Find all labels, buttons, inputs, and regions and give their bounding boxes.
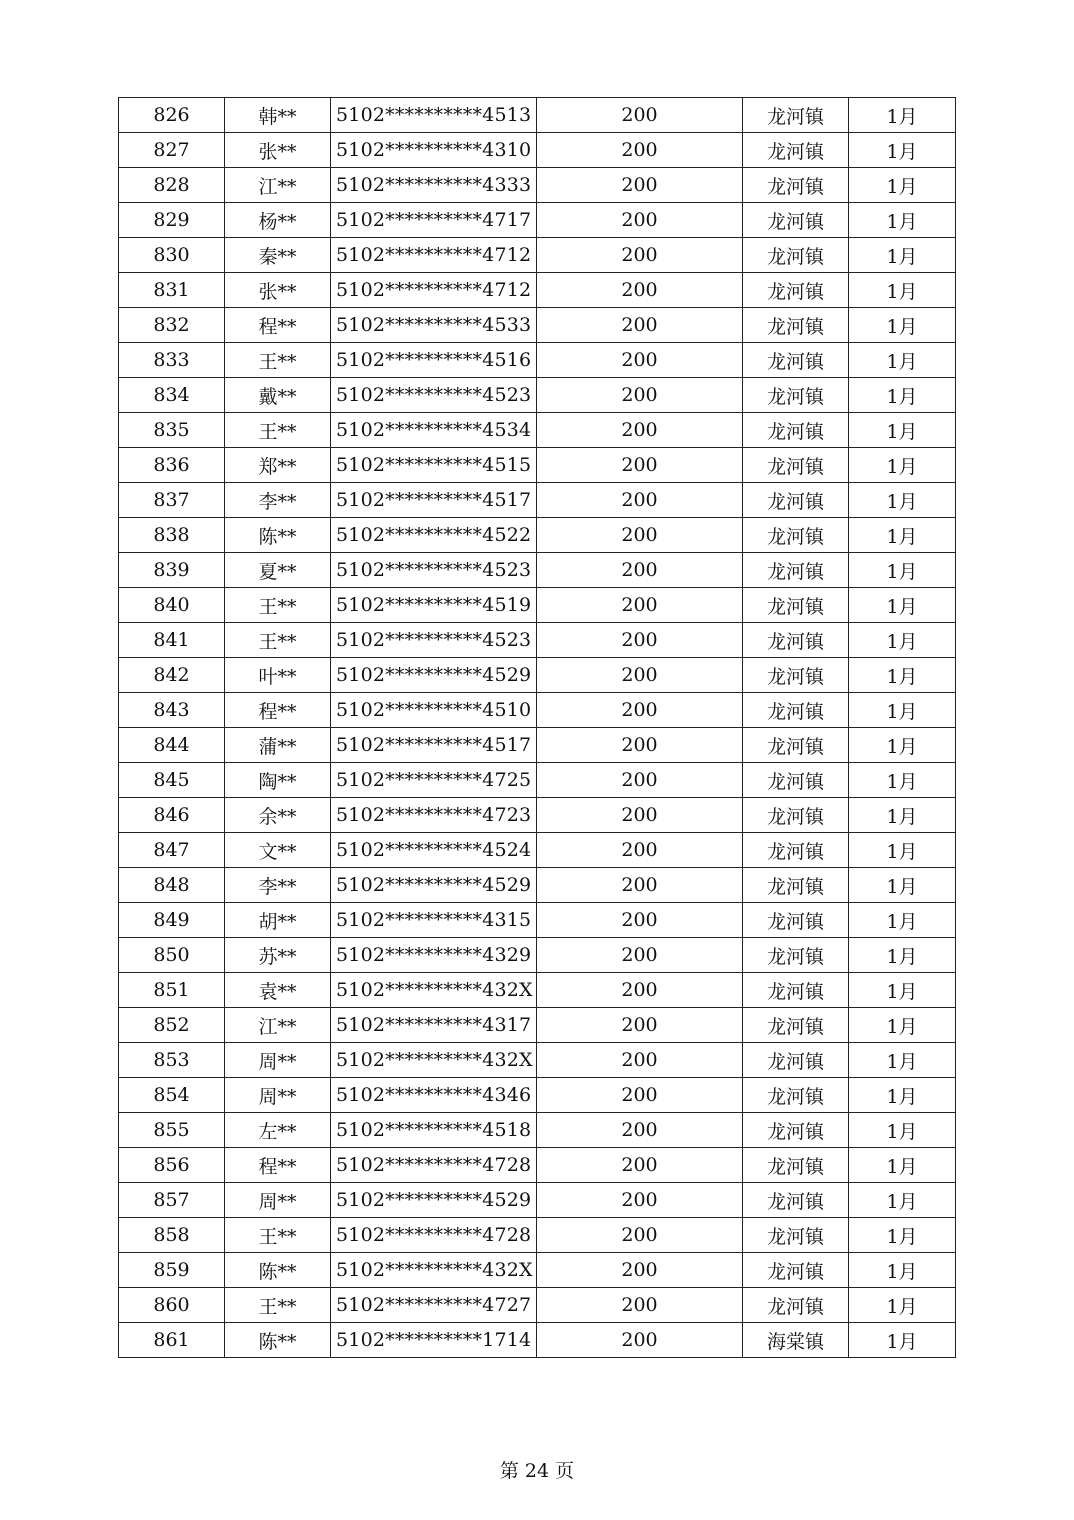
cell-amount: 200 [537, 623, 743, 658]
cell-amount: 200 [537, 973, 743, 1008]
table-row [119, 938, 956, 973]
table-row [119, 133, 956, 168]
cell-id-number: 5102**********4523 [331, 623, 537, 658]
cell-id-number: 5102**********4522 [331, 518, 537, 553]
cell-serial-number: 840 [119, 588, 225, 623]
cell-serial-number: 858 [119, 1218, 225, 1253]
cell-town: 龙河镇 [743, 483, 849, 518]
cell-name: 王** [225, 1218, 331, 1253]
table-row [119, 868, 956, 903]
cell-id-number: 5102**********4317 [331, 1008, 537, 1043]
cell-town: 龙河镇 [743, 448, 849, 483]
cell-serial-number: 836 [119, 448, 225, 483]
cell-serial-number: 830 [119, 238, 225, 273]
cell-name: 江** [225, 1008, 331, 1043]
cell-town: 龙河镇 [743, 973, 849, 1008]
cell-month: 1月 [849, 973, 956, 1008]
cell-serial-number: 846 [119, 798, 225, 833]
table-row [119, 308, 956, 343]
cell-town: 海棠镇 [743, 1323, 849, 1358]
cell-serial-number: 851 [119, 973, 225, 1008]
cell-serial-number: 855 [119, 1113, 225, 1148]
cell-month: 1月 [849, 1183, 956, 1218]
cell-serial-number: 857 [119, 1183, 225, 1218]
cell-serial-number: 839 [119, 553, 225, 588]
cell-id-number: 5102**********4728 [331, 1218, 537, 1253]
table-row [119, 763, 956, 798]
cell-name: 文** [225, 833, 331, 868]
cell-amount: 200 [537, 1148, 743, 1183]
table-row [119, 483, 956, 518]
cell-id-number: 5102**********4517 [331, 483, 537, 518]
cell-name: 张** [225, 273, 331, 308]
cell-amount: 200 [537, 833, 743, 868]
table-row [119, 98, 956, 133]
table-row [119, 1113, 956, 1148]
cell-town: 龙河镇 [743, 378, 849, 413]
cell-town: 龙河镇 [743, 1078, 849, 1113]
cell-name: 王** [225, 1288, 331, 1323]
cell-name: 陈** [225, 518, 331, 553]
cell-town: 龙河镇 [743, 868, 849, 903]
cell-town: 龙河镇 [743, 728, 849, 763]
cell-id-number: 5102**********4346 [331, 1078, 537, 1113]
cell-id-number: 5102**********4519 [331, 588, 537, 623]
table-row [119, 1008, 956, 1043]
cell-name: 陶** [225, 763, 331, 798]
cell-serial-number: 847 [119, 833, 225, 868]
cell-id-number: 5102**********4529 [331, 658, 537, 693]
cell-month: 1月 [849, 658, 956, 693]
cell-amount: 200 [537, 98, 743, 133]
cell-month: 1月 [849, 308, 956, 343]
table-row [119, 1148, 956, 1183]
cell-name: 郑** [225, 448, 331, 483]
page-number: 第 24 页 [499, 1460, 575, 1482]
cell-id-number: 5102**********4534 [331, 413, 537, 448]
cell-amount: 200 [537, 938, 743, 973]
table-row [119, 378, 956, 413]
cell-amount: 200 [537, 133, 743, 168]
cell-month: 1月 [849, 1078, 956, 1113]
table-row [119, 903, 956, 938]
cell-serial-number: 831 [119, 273, 225, 308]
cell-id-number: 5102**********4310 [331, 133, 537, 168]
cell-town: 龙河镇 [743, 308, 849, 343]
cell-town: 龙河镇 [743, 553, 849, 588]
cell-month: 1月 [849, 1288, 956, 1323]
cell-name: 秦** [225, 238, 331, 273]
cell-amount: 200 [537, 588, 743, 623]
table-row [119, 168, 956, 203]
cell-month: 1月 [849, 623, 956, 658]
cell-amount: 200 [537, 1008, 743, 1043]
cell-id-number: 5102**********4712 [331, 238, 537, 273]
cell-amount: 200 [537, 1043, 743, 1078]
table-row [119, 203, 956, 238]
cell-month: 1月 [849, 1008, 956, 1043]
cell-id-number: 5102**********4529 [331, 1183, 537, 1218]
table-row [119, 798, 956, 833]
cell-town: 龙河镇 [743, 98, 849, 133]
cell-month: 1月 [849, 1043, 956, 1078]
table-row [119, 1078, 956, 1113]
cell-month: 1月 [849, 868, 956, 903]
cell-amount: 200 [537, 238, 743, 273]
table-row [119, 1288, 956, 1323]
cell-month: 1月 [849, 378, 956, 413]
cell-month: 1月 [849, 413, 956, 448]
cell-amount: 200 [537, 658, 743, 693]
cell-name: 李** [225, 483, 331, 518]
cell-town: 龙河镇 [743, 203, 849, 238]
table-row [119, 728, 956, 763]
cell-name: 蒲** [225, 728, 331, 763]
cell-serial-number: 853 [119, 1043, 225, 1078]
table-row [119, 1183, 956, 1218]
cell-name: 程** [225, 308, 331, 343]
cell-serial-number: 828 [119, 168, 225, 203]
cell-name: 左** [225, 1113, 331, 1148]
cell-town: 龙河镇 [743, 1288, 849, 1323]
table-row [119, 588, 956, 623]
cell-id-number: 5102**********4329 [331, 938, 537, 973]
table-row [119, 833, 956, 868]
cell-town: 龙河镇 [743, 133, 849, 168]
cell-serial-number: 842 [119, 658, 225, 693]
cell-month: 1月 [849, 588, 956, 623]
cell-name: 王** [225, 623, 331, 658]
cell-id-number: 5102**********432X [331, 1043, 537, 1078]
cell-serial-number: 841 [119, 623, 225, 658]
cell-month: 1月 [849, 343, 956, 378]
cell-town: 龙河镇 [743, 798, 849, 833]
cell-name: 周** [225, 1078, 331, 1113]
cell-month: 1月 [849, 1218, 956, 1253]
cell-name: 陈** [225, 1323, 331, 1358]
cell-town: 龙河镇 [743, 693, 849, 728]
cell-month: 1月 [849, 518, 956, 553]
cell-month: 1月 [849, 903, 956, 938]
cell-amount: 200 [537, 413, 743, 448]
table-row [119, 1323, 956, 1358]
cell-amount: 200 [537, 308, 743, 343]
cell-month: 1月 [849, 1253, 956, 1288]
table-row [119, 273, 956, 308]
cell-serial-number: 826 [119, 98, 225, 133]
cell-amount: 200 [537, 553, 743, 588]
cell-amount: 200 [537, 483, 743, 518]
table-row [119, 448, 956, 483]
cell-town: 龙河镇 [743, 518, 849, 553]
cell-amount: 200 [537, 203, 743, 238]
cell-id-number: 5102**********4510 [331, 693, 537, 728]
cell-month: 1月 [849, 98, 956, 133]
cell-amount: 200 [537, 1183, 743, 1218]
cell-name: 王** [225, 413, 331, 448]
cell-serial-number: 854 [119, 1078, 225, 1113]
cell-serial-number: 844 [119, 728, 225, 763]
cell-amount: 200 [537, 903, 743, 938]
cell-serial-number: 845 [119, 763, 225, 798]
cell-town: 龙河镇 [743, 658, 849, 693]
roster-table [118, 97, 956, 1358]
cell-name: 袁** [225, 973, 331, 1008]
cell-town: 龙河镇 [743, 1253, 849, 1288]
cell-serial-number: 832 [119, 308, 225, 343]
cell-id-number: 5102**********1714 [331, 1323, 537, 1358]
cell-serial-number: 861 [119, 1323, 225, 1358]
cell-serial-number: 856 [119, 1148, 225, 1183]
cell-id-number: 5102**********4517 [331, 728, 537, 763]
cell-id-number: 5102**********432X [331, 973, 537, 1008]
cell-amount: 200 [537, 343, 743, 378]
cell-id-number: 5102**********4516 [331, 343, 537, 378]
cell-name: 叶** [225, 658, 331, 693]
cell-id-number: 5102**********4712 [331, 273, 537, 308]
table-row [119, 343, 956, 378]
cell-id-number: 5102**********4515 [331, 448, 537, 483]
cell-name: 江** [225, 168, 331, 203]
table-row [119, 518, 956, 553]
cell-serial-number: 829 [119, 203, 225, 238]
cell-town: 龙河镇 [743, 1113, 849, 1148]
cell-amount: 200 [537, 378, 743, 413]
cell-town: 龙河镇 [743, 903, 849, 938]
cell-town: 龙河镇 [743, 588, 849, 623]
cell-serial-number: 838 [119, 518, 225, 553]
cell-serial-number: 833 [119, 343, 225, 378]
cell-month: 1月 [849, 273, 956, 308]
cell-month: 1月 [849, 693, 956, 728]
cell-town: 龙河镇 [743, 623, 849, 658]
cell-name: 苏** [225, 938, 331, 973]
cell-serial-number: 859 [119, 1253, 225, 1288]
cell-serial-number: 848 [119, 868, 225, 903]
cell-serial-number: 837 [119, 483, 225, 518]
cell-name: 李** [225, 868, 331, 903]
cell-id-number: 5102**********4727 [331, 1288, 537, 1323]
table-row [119, 238, 956, 273]
cell-town: 龙河镇 [743, 1183, 849, 1218]
cell-name: 程** [225, 1148, 331, 1183]
cell-month: 1月 [849, 553, 956, 588]
cell-name: 王** [225, 343, 331, 378]
cell-amount: 200 [537, 728, 743, 763]
cell-name: 程** [225, 693, 331, 728]
cell-month: 1月 [849, 448, 956, 483]
cell-id-number: 5102**********4523 [331, 378, 537, 413]
cell-amount: 200 [537, 868, 743, 903]
cell-id-number: 5102**********4523 [331, 553, 537, 588]
cell-id-number: 5102**********4728 [331, 1148, 537, 1183]
cell-town: 龙河镇 [743, 1218, 849, 1253]
cell-town: 龙河镇 [743, 833, 849, 868]
cell-id-number: 5102**********4524 [331, 833, 537, 868]
cell-name: 韩** [225, 98, 331, 133]
cell-amount: 200 [537, 1288, 743, 1323]
cell-town: 龙河镇 [743, 343, 849, 378]
table-row [119, 413, 956, 448]
cell-month: 1月 [849, 133, 956, 168]
cell-amount: 200 [537, 168, 743, 203]
cell-id-number: 5102**********4315 [331, 903, 537, 938]
cell-serial-number: 850 [119, 938, 225, 973]
cell-serial-number: 852 [119, 1008, 225, 1043]
cell-amount: 200 [537, 693, 743, 728]
cell-name: 周** [225, 1043, 331, 1078]
cell-serial-number: 849 [119, 903, 225, 938]
table-row [119, 553, 956, 588]
cell-month: 1月 [849, 1148, 956, 1183]
cell-month: 1月 [849, 833, 956, 868]
table-row [119, 693, 956, 728]
cell-amount: 200 [537, 798, 743, 833]
cell-amount: 200 [537, 1323, 743, 1358]
cell-amount: 200 [537, 763, 743, 798]
cell-id-number: 5102**********4725 [331, 763, 537, 798]
table-row [119, 623, 956, 658]
cell-id-number: 5102**********4533 [331, 308, 537, 343]
cell-name: 夏** [225, 553, 331, 588]
cell-name: 杨** [225, 203, 331, 238]
cell-id-number: 5102**********4513 [331, 98, 537, 133]
cell-id-number: 5102**********432X [331, 1253, 537, 1288]
cell-amount: 200 [537, 448, 743, 483]
cell-serial-number: 860 [119, 1288, 225, 1323]
cell-serial-number: 843 [119, 693, 225, 728]
cell-town: 龙河镇 [743, 938, 849, 973]
cell-month: 1月 [849, 168, 956, 203]
cell-month: 1月 [849, 1323, 956, 1358]
cell-month: 1月 [849, 763, 956, 798]
cell-month: 1月 [849, 938, 956, 973]
cell-town: 龙河镇 [743, 1148, 849, 1183]
cell-id-number: 5102**********4529 [331, 868, 537, 903]
cell-town: 龙河镇 [743, 168, 849, 203]
cell-amount: 200 [537, 1218, 743, 1253]
cell-month: 1月 [849, 483, 956, 518]
table-row [119, 658, 956, 693]
cell-town: 龙河镇 [743, 1008, 849, 1043]
cell-serial-number: 834 [119, 378, 225, 413]
cell-name: 王** [225, 588, 331, 623]
cell-id-number: 5102**********4717 [331, 203, 537, 238]
cell-name: 张** [225, 133, 331, 168]
cell-serial-number: 835 [119, 413, 225, 448]
cell-amount: 200 [537, 1078, 743, 1113]
cell-month: 1月 [849, 728, 956, 763]
cell-name: 周** [225, 1183, 331, 1218]
cell-id-number: 5102**********4723 [331, 798, 537, 833]
cell-month: 1月 [849, 238, 956, 273]
table-row [119, 1218, 956, 1253]
cell-month: 1月 [849, 1113, 956, 1148]
cell-town: 龙河镇 [743, 1043, 849, 1078]
table-row [119, 973, 956, 1008]
table-row [119, 1043, 956, 1078]
cell-name: 胡** [225, 903, 331, 938]
cell-town: 龙河镇 [743, 413, 849, 448]
cell-month: 1月 [849, 203, 956, 238]
cell-id-number: 5102**********4333 [331, 168, 537, 203]
cell-town: 龙河镇 [743, 273, 849, 308]
table-row [119, 1253, 956, 1288]
cell-id-number: 5102**********4518 [331, 1113, 537, 1148]
cell-name: 余** [225, 798, 331, 833]
cell-amount: 200 [537, 273, 743, 308]
cell-serial-number: 827 [119, 133, 225, 168]
cell-town: 龙河镇 [743, 763, 849, 798]
cell-month: 1月 [849, 798, 956, 833]
cell-name: 陈** [225, 1253, 331, 1288]
cell-amount: 200 [537, 1253, 743, 1288]
cell-amount: 200 [537, 518, 743, 553]
cell-amount: 200 [537, 1113, 743, 1148]
cell-name: 戴** [225, 378, 331, 413]
roster-table-body [119, 98, 956, 1358]
cell-town: 龙河镇 [743, 238, 849, 273]
